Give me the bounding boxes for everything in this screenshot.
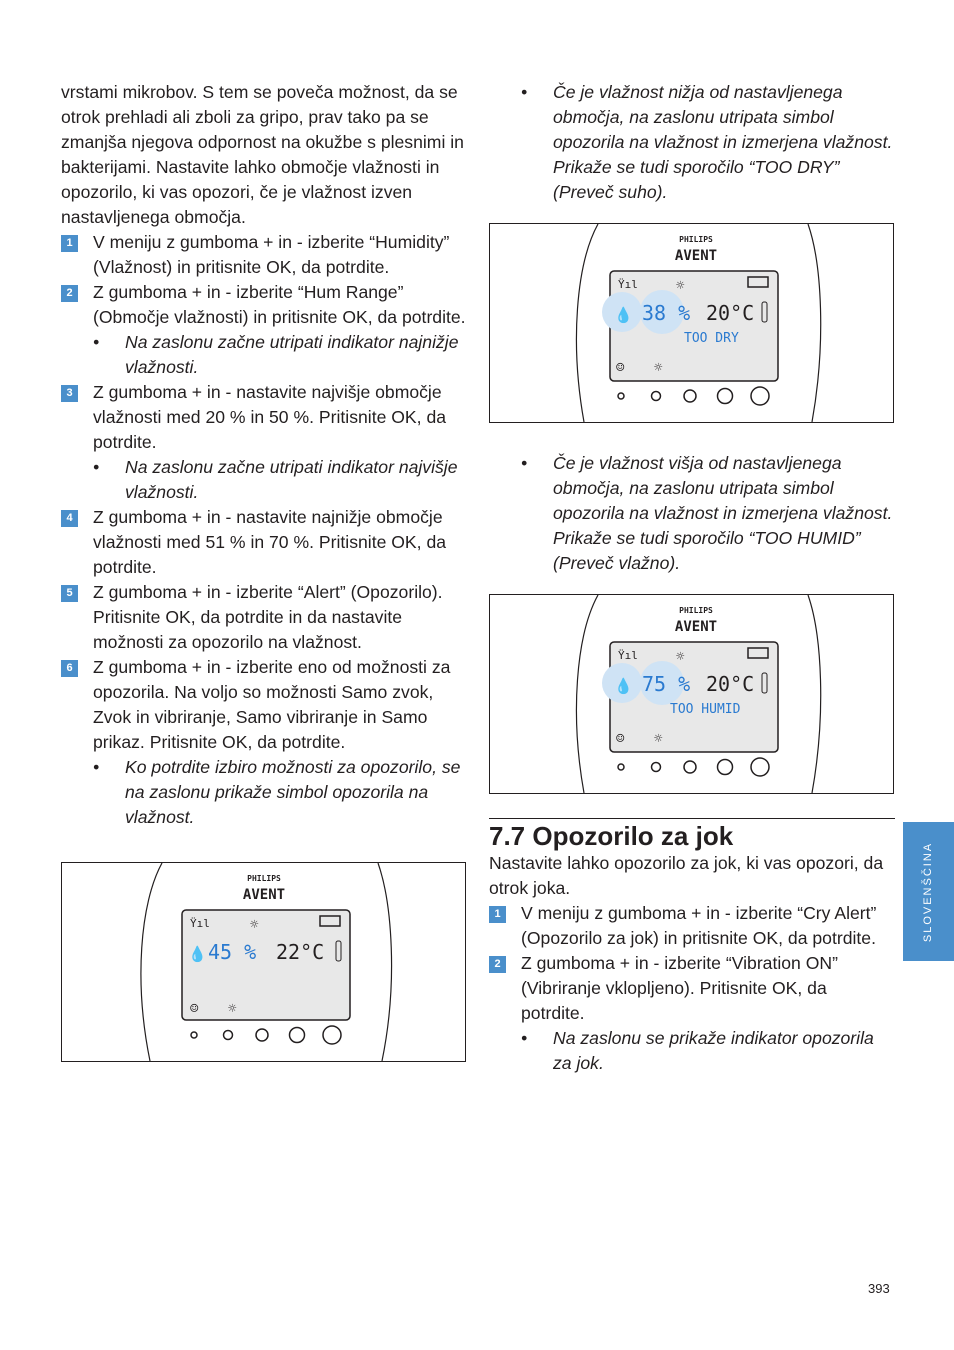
light-icon: ☼ [654, 360, 663, 376]
brand-top: PHILIPS [247, 874, 281, 883]
step-6 [61, 655, 466, 755]
button-3 [684, 390, 696, 402]
bullet-dot: • [93, 332, 100, 352]
bullet-text: Na zaslonu začne utripati indikator najvišje vlažnosti. [125, 457, 458, 502]
monitor-display-illustration [490, 224, 893, 422]
step-text: V meniju z gumboma + in - izberite “Humidity” (Vlažnost) in pritisnite OK, da potrdite. [93, 232, 450, 277]
button-3 [684, 761, 696, 773]
step-number: 4 [61, 510, 78, 527]
step-number: 5 [61, 585, 78, 602]
signal-icon: Ÿıl [618, 649, 638, 662]
signal-icon: Ÿıl [190, 917, 210, 930]
brand-logo: AVENT [242, 887, 286, 903]
step-1 [489, 901, 895, 951]
button-2 [224, 1031, 233, 1040]
bullet-text: Če je vlažnost nižja od nastavljenega območja, na zaslonu utripata simbol opozorila na vlažnost in izmerjena vlažnost. Prikaže se tudi sporočilo “TOO DRY” (Preveč suho). [553, 82, 893, 202]
page-number: 393 [868, 1281, 890, 1296]
button-4 [718, 760, 733, 775]
button-5 [751, 758, 769, 776]
step-text: V meniju z gumboma + in - izberite “Cry Alert” (Opozorilo za jok) in pritisnite OK, da potrdite. [521, 903, 877, 948]
button-1 [618, 393, 624, 399]
button-3 [256, 1029, 268, 1041]
step-4 [61, 505, 466, 580]
left-column [61, 80, 466, 1062]
bullet-text: Na zaslonu začne utripati indikator najnižje vlažnosti. [125, 332, 459, 377]
button-1 [191, 1032, 197, 1038]
humidity-value: 45 % [208, 940, 257, 964]
button-1 [618, 764, 624, 770]
brand-logo: AVENT [674, 248, 718, 264]
right-column [489, 80, 895, 1076]
light-icon: ☼ [654, 731, 663, 747]
temperature-value: 20°C [706, 672, 755, 696]
step-text: Z gumboma + in - izberite “Vibration ON” (Vibriranje vklopljeno). Pritisnite OK, da potrdite. [521, 953, 838, 1023]
light-icon: ☼ [228, 1001, 237, 1017]
button-5 [751, 387, 769, 405]
cry-alert-icon: ☺ [616, 360, 625, 376]
bullet-text: Na zaslonu se prikaže indikator opozorila za jok. [553, 1028, 874, 1073]
cry-alert-icon: ☺ [616, 731, 625, 747]
result-bullet [489, 1026, 895, 1076]
device-illustration-too-humid [489, 594, 894, 794]
temperature-value: 20°C [706, 301, 755, 325]
section-intro: Nastavite lahko opozorilo za jok, ki vas opozori, da otrok joka. [489, 853, 884, 898]
cry-alert-icon: ☺ [190, 1001, 199, 1017]
result-bullet [489, 451, 895, 576]
bullet-dot: • [93, 757, 100, 777]
button-4 [290, 1028, 305, 1043]
status-message: TOO DRY [684, 331, 739, 346]
nightlight-icon: ☼ [676, 649, 685, 665]
step-text: Z gumboma + in - izberite “Hum Range” (Območje vlažnosti) in pritisnite OK, da potrdite. [93, 282, 466, 327]
language-side-tab [903, 822, 954, 961]
result-bullet [61, 755, 466, 830]
step-number: 3 [61, 385, 78, 402]
intro-paragraph: vrstami mikrobov. S tem se poveča možnost, da se otrok prehladi ali zboli za gripo, prav tako pa se zmanjša njegova odpornost na okužbe s plesnimi in bakterijami. Nastavite lahko območje vlažnosti in opozorilo, ki vas opozori, če je vlažnost izven nastavljenega območja. [61, 82, 464, 227]
step-1 [61, 230, 466, 280]
step-3 [61, 380, 466, 455]
step-number: 2 [61, 285, 78, 302]
button-2 [652, 763, 661, 772]
button-2 [652, 392, 661, 401]
button-4 [718, 389, 733, 404]
step-5 [61, 580, 466, 655]
step-2 [61, 280, 466, 330]
bullet-dot: • [521, 453, 528, 473]
nightlight-icon: ☼ [676, 278, 685, 294]
temperature-value: 22°C [276, 940, 325, 964]
humidity-drop-icon: 💧 [188, 945, 207, 963]
step-number: 1 [489, 906, 506, 923]
step-number: 6 [61, 660, 78, 677]
step-2 [489, 951, 895, 1026]
brand-top: PHILIPS [679, 235, 713, 244]
result-bullet [61, 455, 466, 505]
signal-icon: Ÿıl [618, 278, 638, 291]
step-text: Z gumboma + in - izberite eno od možnosti za opozorila. Na voljo so možnosti Samo zvok, Zvok in vibriranje, Samo vibriranje in Samo prikaz. Pritisnite OK, da potrdite. [93, 657, 451, 752]
bullet-text: Ko potrdite izbiro možnosti za opozorilo, se na zaslonu prikaže simbol opozorila na vlažnost. [125, 757, 461, 827]
step-text: Z gumboma + in - nastavite najnižje območje vlažnosti med 51 % in 70 %. Pritisnite OK, da potrdite. [93, 507, 447, 577]
button-5 [323, 1026, 341, 1044]
humidity-value: 75 % [642, 672, 691, 696]
device-illustration-too-dry [489, 223, 894, 423]
step-number: 2 [489, 956, 506, 973]
monitor-display-illustration [62, 863, 465, 1061]
step-text: Z gumboma + in - izberite “Alert” (Opozorilo). Pritisnite OK, da potrdite in da nastavite možnosti za opozorilo na vlažnost. [93, 582, 443, 652]
step-text: Z gumboma + in - nastavite najvišje območje vlažnosti med 20 % in 50 %. Pritisnite OK, da potrdite. [93, 382, 447, 452]
humidity-drop-icon: 💧 [614, 306, 633, 324]
step-number: 1 [61, 235, 78, 252]
status-message: TOO HUMID [670, 702, 741, 717]
bullet-dot: • [93, 457, 100, 477]
nightlight-icon: ☼ [250, 917, 259, 933]
brand-logo: AVENT [674, 619, 718, 635]
device-illustration [61, 862, 466, 1062]
bullet-dot: • [521, 1028, 528, 1048]
monitor-display-illustration [490, 595, 893, 793]
brand-top: PHILIPS [679, 606, 713, 615]
result-bullet [61, 330, 466, 380]
section-heading: 7.7 Opozorilo za jok [489, 818, 895, 851]
humidity-drop-icon: 💧 [614, 677, 633, 695]
language-label: SLOVENŠČINA [922, 841, 935, 942]
bullet-dot: • [521, 82, 528, 102]
bullet-text: Če je vlažnost višja od nastavljenega območja, na zaslonu utripata simbol opozorila na vlažnost in izmerjena vlažnost. Prikaže se tudi sporočilo “TOO HUMID” (Preveč vlažno). [553, 453, 893, 573]
result-bullet [489, 80, 895, 205]
humidity-value: 38 % [642, 301, 691, 325]
